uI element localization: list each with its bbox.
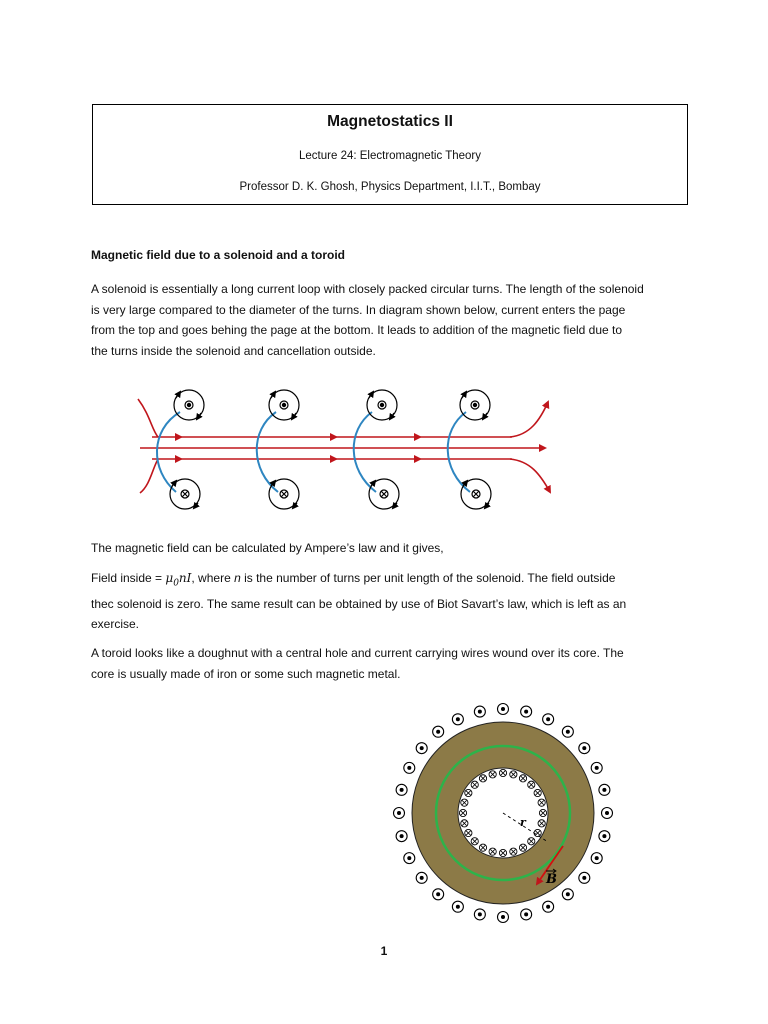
wire-out-icon: [521, 909, 532, 920]
text-span: is the number of turns per unit length of the solenoid. The field outside: [240, 571, 616, 585]
radius-label: r: [520, 816, 526, 829]
wire-out-icon: [498, 704, 509, 715]
section-heading: Magnetic field due to a solenoid and a toroid: [91, 248, 346, 262]
wire-out-icon: [602, 808, 613, 819]
lecture-subtitle: Lecture 24: Electromagnetic Theory: [299, 150, 481, 162]
current-arc-1: [157, 412, 180, 492]
wire-in-icon: [519, 844, 526, 851]
wire-in-icon: [170, 479, 200, 509]
wire-row-top: [174, 390, 490, 420]
page-number: 1: [380, 944, 388, 958]
wire-in-icon: [461, 799, 468, 806]
text-line: the turns inside the solenoid and cancellation outside.: [91, 343, 376, 358]
text-line: is very large compared to the diameter of the turns. In diagram shown below, current enters the page: [91, 302, 626, 317]
wire-in-icon: [528, 781, 535, 788]
variable-n: n: [234, 571, 241, 585]
toroid-diagram: [394, 704, 613, 923]
author-line: Professor D. K. Ghosh, Physics Department, I.I.T., Bombay: [239, 181, 541, 193]
wire-out-icon: [394, 808, 405, 819]
wire-in-icon: [538, 820, 545, 827]
current-arc-3: [354, 412, 376, 492]
wire-out-icon: [498, 912, 509, 923]
wire-in-icon: [489, 771, 496, 778]
wire-in-icon: [499, 769, 506, 776]
text-span: Field inside =: [91, 571, 166, 585]
wire-out-icon: [599, 831, 610, 842]
wire-in-icon: [465, 789, 472, 796]
text-line: core is usually made of iron or some such magnetic metal.: [91, 666, 401, 681]
field-curve-right-bottom: [510, 459, 550, 492]
wire-out-icon: [460, 390, 490, 420]
wire-in-icon: [489, 848, 496, 855]
text-span: , where: [191, 571, 235, 585]
wire-in-icon: [510, 848, 517, 855]
wire-in-icon: [465, 829, 472, 836]
wire-out-icon: [404, 762, 415, 773]
wire-out-icon: [579, 743, 590, 754]
text-line: exercise.: [91, 617, 140, 632]
text-line: from the top and goes behing the page at the bottom. It leads to addition of the magnetic field due to: [91, 323, 623, 337]
current-arc-4: [448, 412, 470, 492]
field-curve-right-top: [510, 402, 548, 437]
wire-in-icon: [499, 849, 506, 856]
wire-in-icon: [459, 809, 466, 816]
field-label: B: [546, 872, 557, 887]
wire-out-icon: [433, 726, 444, 737]
wire-in-icon: [461, 820, 468, 827]
wire-in-icon: [479, 844, 486, 851]
wire-in-icon: [538, 799, 545, 806]
text-line: A toroid looks like a doughnut with a central hole and current carrying wires wound over its core. The: [91, 646, 624, 660]
wire-out-icon: [416, 872, 427, 883]
wire-out-icon: [396, 784, 407, 795]
wire-out-icon: [543, 901, 554, 912]
wire-in-icon: [269, 479, 299, 509]
wire-in-icon: [471, 781, 478, 788]
field-curve-left-top: [138, 399, 158, 437]
formula-subscript: 0: [173, 578, 179, 589]
wire-out-icon: [591, 853, 602, 864]
text-line: [91, 568, 691, 594]
wire-in-icon: [534, 789, 541, 796]
wire-in-icon: [461, 479, 491, 509]
wire-in-icon: [471, 838, 478, 845]
wire-out-icon: [591, 762, 602, 773]
paragraph-field-inside: [91, 568, 691, 635]
wire-in-icon: [510, 771, 517, 778]
wire-out-icon: [562, 889, 573, 900]
wire-out-icon: [452, 901, 463, 912]
wire-in-icon: [479, 775, 486, 782]
page-title: Magnetostatics II: [327, 113, 453, 130]
wire-out-icon: [416, 743, 427, 754]
text-line: The magnetic field can be calculated by Ampere’s law and it gives,: [91, 541, 444, 555]
wire-out-icon: [543, 714, 554, 725]
wire-out-icon: [562, 726, 573, 737]
wire-out-icon: [367, 390, 397, 420]
wire-row-bottom: [170, 479, 491, 509]
text-line: A solenoid is essentially a long current loop with closely packed circular turns. The length of the solenoid: [91, 282, 644, 296]
text-line: thec solenoid is zero. The same result can be obtained by use of Biot Savart’s law, which is left as an: [91, 596, 627, 611]
wire-out-icon: [521, 706, 532, 717]
wire-out-icon: [396, 831, 407, 842]
formula-mu: μ: [165, 571, 174, 585]
current-arcs: [157, 412, 470, 492]
wire-out-icon: [579, 872, 590, 883]
wire-out-icon: [269, 390, 299, 420]
paragraph-toroid: [91, 643, 691, 684]
wire-out-icon: [404, 853, 415, 864]
wire-in-icon: [369, 479, 399, 509]
wire-in-icon: [534, 829, 541, 836]
wire-in-icon: [539, 809, 546, 816]
formula-rest: nI: [178, 571, 192, 585]
current-arc-2: [257, 412, 278, 492]
wire-out-icon: [433, 889, 444, 900]
paragraph-ampere: [91, 538, 691, 559]
wire-in-icon: [528, 838, 535, 845]
field-curve-left-bottom: [140, 459, 158, 493]
wire-out-icon: [474, 706, 485, 717]
wire-out-icon: [599, 784, 610, 795]
wire-out-icon: [174, 390, 204, 420]
wire-out-icon: [452, 714, 463, 725]
wire-out-icon: [474, 909, 485, 920]
wire-in-icon: [519, 775, 526, 782]
